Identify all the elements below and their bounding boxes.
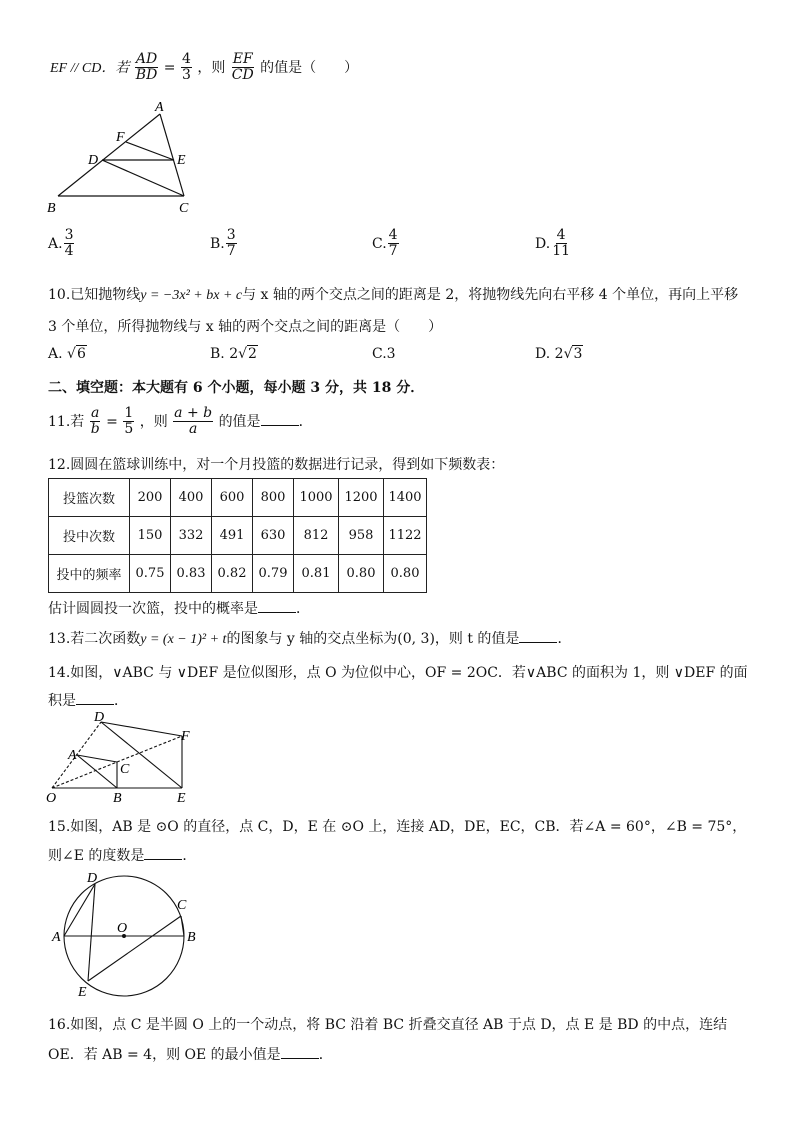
q10-option-b: B. 2√2 [210, 346, 257, 362]
q9-stem: EF // CD．若 $\frac{AD}{BD}$ = $\frac{4}{3}$ ，则 $\frac{EF}{CD}$ 的值是（ ） [50, 51, 359, 84]
q14-answer-blank[interactable] [76, 692, 114, 705]
q10-option-a: A. √6 [48, 346, 86, 362]
q14-label-b: B [113, 791, 122, 804]
table-row: 投中次数 150 332 491 630 812 958 1122 [49, 517, 427, 555]
q15-label-b: B [187, 930, 196, 945]
q10-option-d: D. 2√3 [535, 346, 583, 362]
q16-line1: 16.如图，点 C 是半圆 O 上的一个动点，将 BC 沿着 BC 折叠交直径 AB 于点 D，点 E 是 BD 的中点，连结 [48, 1017, 728, 1033]
q16-line2: OE．若 AB = 4，则 OE 的最小值是 ． [48, 1047, 333, 1063]
q9-stem-lead: EF // CD．若 [50, 60, 130, 76]
q14-label-o: O [46, 791, 57, 804]
q10-line2: 3 个单位，所得抛物线与 x 轴的两个交点之间的距离是（ ） [48, 319, 443, 335]
q15-label-e: E [78, 985, 87, 998]
q15-answer-blank[interactable] [144, 847, 182, 860]
q9-frac-ad-bd: $\frac{AD}{BD}$ [135, 51, 158, 84]
q9-label-a: A [155, 100, 164, 115]
section-heading: 二、填空题：本大题有 6 个小题，每小题 3 分，共 18 分． [48, 380, 425, 396]
q9-label-d: D [88, 153, 99, 168]
q9-option-a: A. $\frac{3}{4}$ [48, 227, 74, 260]
q13-formula: y = (x − 1)² + t [140, 632, 227, 647]
q15-label-c: C [177, 898, 187, 913]
q10-line1: 10.已知抛物线y = −3x² + bx + c与 x 轴的两个交点之间的距离是 2，将抛物线先向右平移 4 个单位，再向上平移 [48, 287, 739, 303]
q15-circle-figure [48, 868, 208, 998]
q12-answer-blank[interactable] [258, 600, 296, 613]
q14-homothety-figure [44, 712, 204, 804]
q12-question: 估计圆圆投一次篮，投中的概率是 ． [48, 601, 310, 617]
q9-label-b: B [47, 201, 56, 216]
q15-label-o: O [117, 921, 128, 936]
q9-option-b: B. $\frac{3}{7}$ [210, 227, 236, 260]
frequency-table [48, 478, 427, 593]
q13-stem: 13.若二次函数y = (x − 1)² + t的图象与 y 轴的交点坐标为(0, 3)，则 t 的值是 ． [48, 631, 572, 647]
q14-line1: 14.如图，∨ABC 与 ∨DEF 是位似图形，点 O 为位似中心，OF = 2OC．若∨ABC 的面积为 1，则 ∨DEF 的面 [48, 665, 748, 681]
q10-formula: y = −3x² + bx + c [140, 288, 243, 303]
q14-label-e: E [177, 791, 186, 804]
q14-line2: 积是 ． [48, 693, 128, 709]
q12-stem: 12.圆圆在篮球训练中，对一个月投篮的数据进行记录，得到如下频数表： [48, 457, 505, 473]
table-row: 投中的频率 0.75 0.83 0.82 0.79 0.81 0.80 0.80 [49, 555, 427, 593]
q15-label-d: D [87, 871, 98, 886]
q9-label-e: E [177, 153, 186, 168]
q14-label-c: C [120, 762, 130, 777]
q9-option-d: D. $\frac{4}{11}$ [535, 227, 571, 260]
q9-frac-4-3: $\frac{4}{3}$ [181, 51, 191, 84]
q14-label-a: A [68, 748, 77, 763]
q9-label-f: F [116, 130, 125, 145]
q9-frac-ef-cd: $\frac{EF}{CD}$ [231, 51, 254, 84]
q14-label-d: D [94, 712, 105, 725]
q11-answer-blank[interactable] [261, 413, 299, 426]
q9-label-c: C [179, 201, 189, 216]
q13-answer-blank[interactable] [519, 630, 557, 643]
q15-line1: 15.如图，AB 是 ⊙O 的直径，点 C，D，E 在 ⊙O 上，连接 AD，DE，EC，CB．若∠A = 60°，∠B = 75°， [48, 819, 747, 835]
q15-line2: 则∠E 的度数是 ． [48, 848, 197, 864]
q15-label-a: A [52, 930, 61, 945]
table-row: 投篮次数 200 400 600 800 1000 1200 1400 [49, 479, 427, 517]
q9-triangle-figure [44, 96, 204, 220]
q14-label-f: F [181, 729, 190, 744]
q11-stem: 11.若 $\frac{a}{b}$ = $\frac{1}{5}$ ，则 $\frac{a + b}{a}$ 的值是 ． [48, 405, 313, 438]
q10-option-c: C.3 [372, 346, 396, 362]
q16-answer-blank[interactable] [281, 1046, 319, 1059]
q9-option-c: C. $\frac{4}{7}$ [372, 227, 398, 260]
